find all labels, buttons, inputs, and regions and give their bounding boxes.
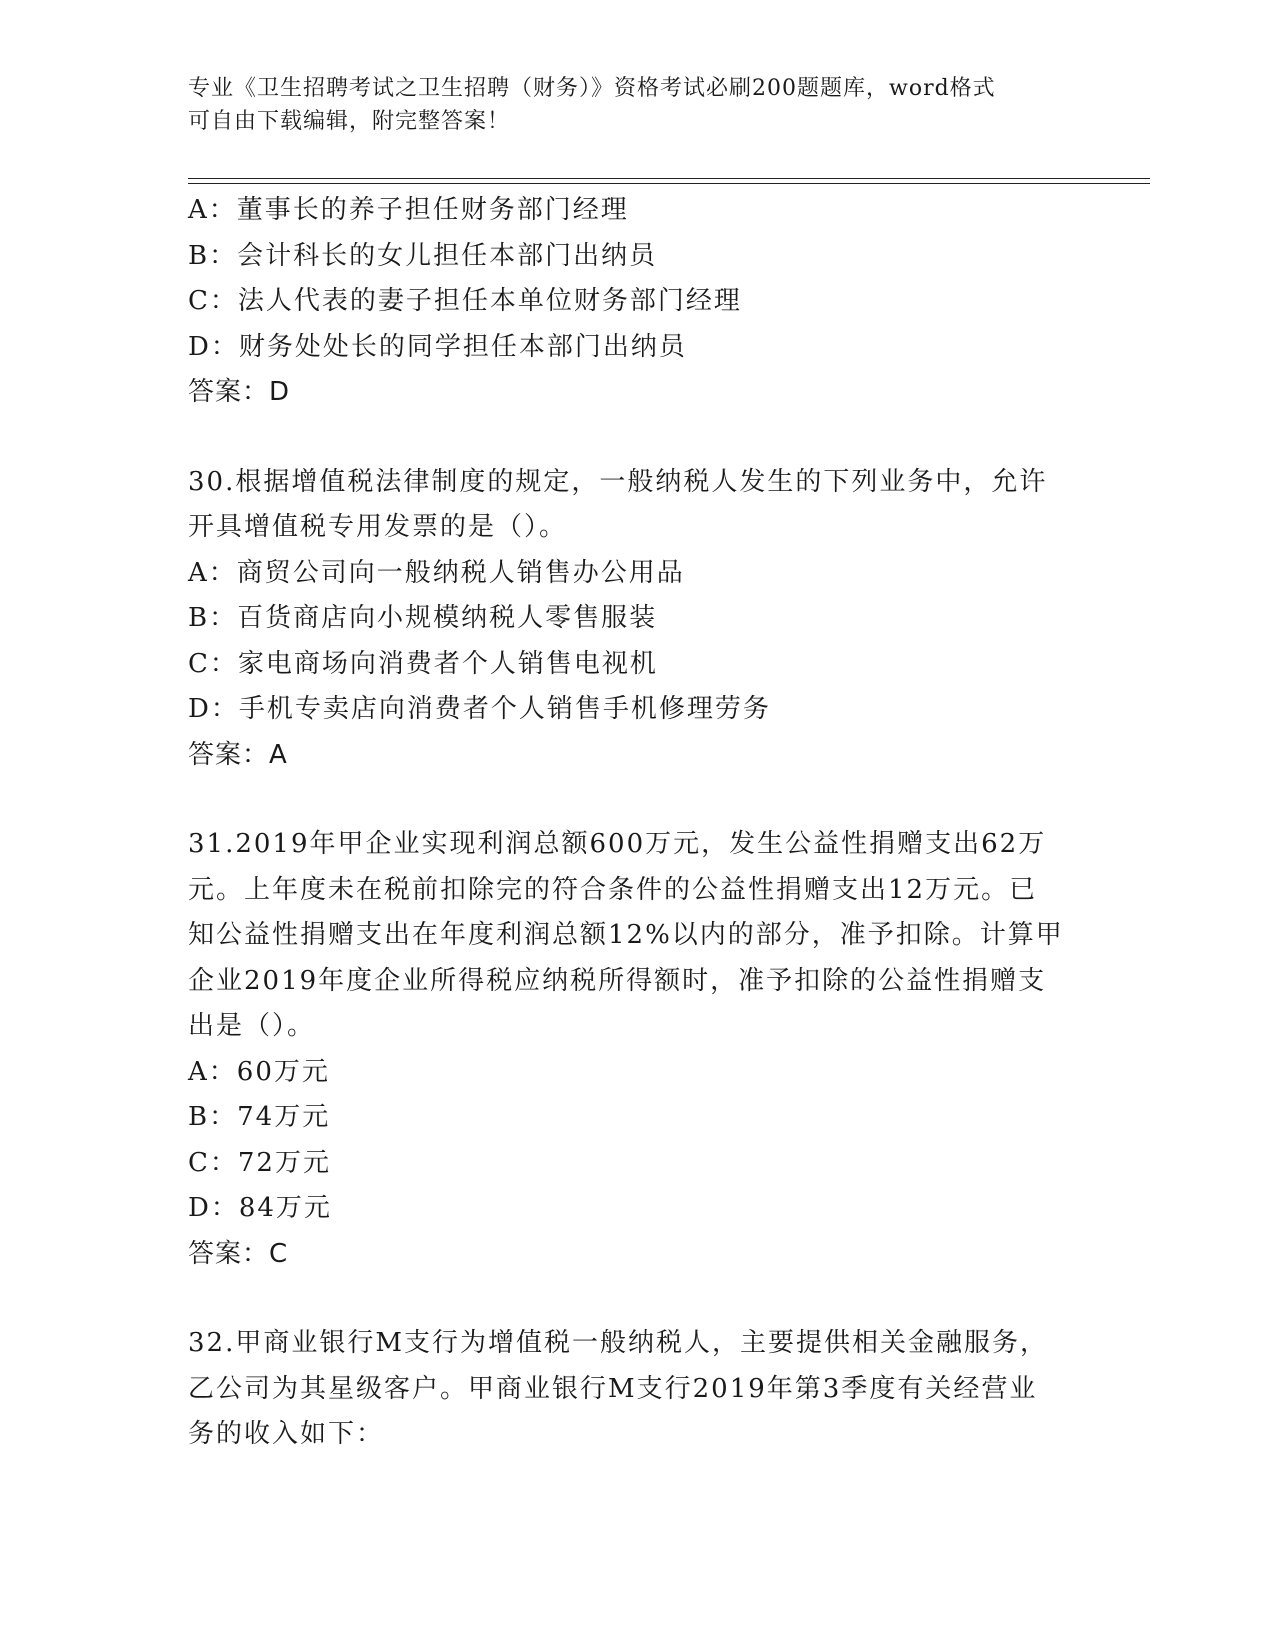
question-text-line: 元。上年度未在税前扣除完的符合条件的公益性捐赠支出12万元。已	[188, 874, 1038, 905]
question-text-line: 开具增值税专用发票的是（）。	[188, 512, 568, 542]
header-divider-bottom	[188, 183, 1150, 184]
header-line-2: 可自由下载编辑，附完整答案！	[188, 109, 511, 134]
option-a: A：60万元	[188, 1056, 330, 1087]
spacer	[188, 778, 1088, 822]
answer-label: 答案：A	[188, 739, 288, 770]
question-30	[188, 460, 1088, 779]
option-d: D：财务处处长的同学担任本部门出纳员	[188, 331, 687, 362]
option-c: C：家电商场向消费者个人销售电视机	[188, 648, 658, 679]
spacer	[188, 1277, 1088, 1321]
header-divider-top	[188, 178, 1150, 179]
question-29	[188, 188, 1088, 416]
spacer	[188, 416, 1088, 460]
document-header	[188, 72, 1068, 138]
answer-label: 答案：C	[188, 1238, 289, 1269]
question-text-line: 乙公司为其星级客户。甲商业银行M支行2019年第3季度有关经营业	[188, 1373, 1038, 1404]
option-b: B：百货商店向小规模纳税人零售服装	[188, 603, 658, 633]
question-text-line: 知公益性捐赠支出在年度利润总额12%以内的部分，准予扣除。计算甲	[188, 920, 1064, 950]
option-c: C：法人代表的妻子担任本单位财务部门经理	[188, 286, 742, 316]
answer-label: 答案：D	[188, 377, 291, 407]
question-text-line: 30.根据增值税法律制度的规定，一般纳税人发生的下列业务中，允许	[188, 466, 1048, 497]
question-list	[188, 188, 1088, 1458]
question-32	[188, 1321, 1088, 1458]
option-c: C：72万元	[188, 1147, 331, 1178]
option-a: A：商贸公司向一般纳税人销售办公用品	[188, 557, 685, 588]
question-text-line: 企业2019年度企业所得税应纳税所得额时，准予扣除的公益性捐赠支	[188, 965, 1047, 996]
question-31	[188, 822, 1088, 1277]
option-d: D：84万元	[188, 1193, 332, 1223]
header-line-1: 专业《卫生招聘考试之卫生招聘（财务）》资格考试必刷200题题库，word格式	[188, 76, 996, 101]
option-b: B：74万元	[188, 1102, 331, 1132]
question-text-line: 32.甲商业银行M支行为增值税一般纳税人，主要提供相关金融服务，	[188, 1328, 1048, 1358]
option-b: B：会计科长的女儿担任本部门出纳员	[188, 240, 658, 271]
option-a: A：董事长的养子担任财务部门经理	[188, 195, 629, 225]
option-d: D：手机专卖店向消费者个人销售手机修理劳务	[188, 694, 771, 724]
question-text-line: 出是（）。	[188, 1011, 316, 1041]
question-text-line: 务的收入如下：	[188, 1419, 385, 1449]
question-text-line: 31.2019年甲企业实现利润总额600万元，发生公益性捐赠支出62万	[188, 829, 1047, 859]
